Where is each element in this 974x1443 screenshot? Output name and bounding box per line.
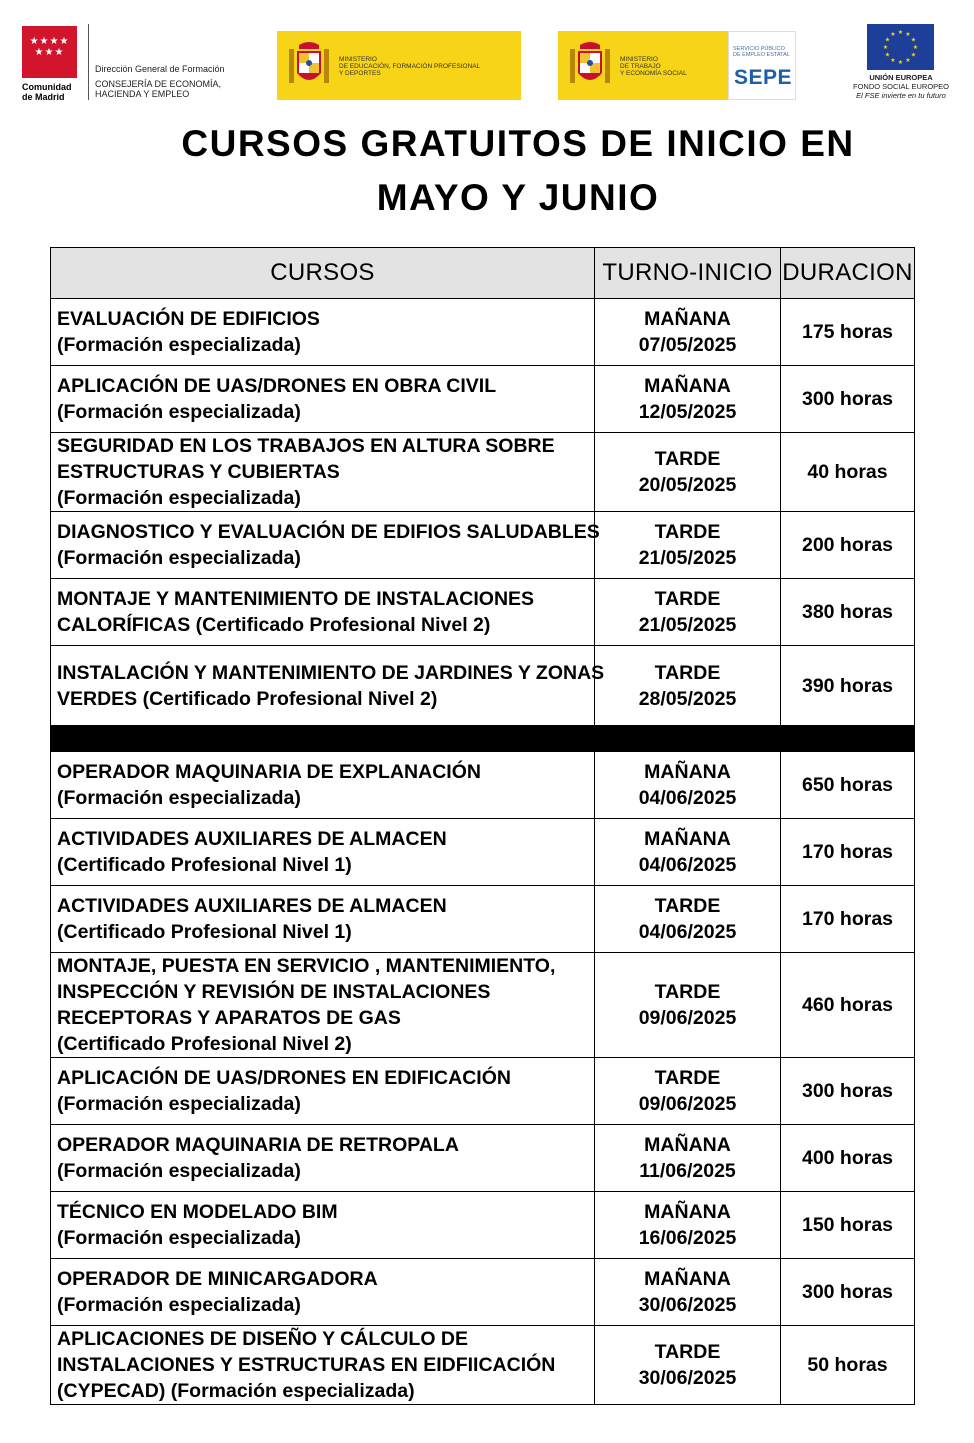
table-row [51,366,915,433]
duracion-cell: 40 horas [781,433,915,512]
course-name-cell [51,299,595,366]
course-name-cell [51,366,595,433]
course-name-line: INSPECCIÓN Y REVISIÓN DE INSTALACIONES [57,981,491,1003]
course-name-line: (Formación especializada) [57,1294,301,1316]
turno-inicio-cell [595,1259,781,1326]
start-date: 07/05/2025 [638,334,737,356]
comunidad-madrid-name: Comunidad de Madrid [22,82,72,102]
turno-label: TARDE [654,1067,721,1089]
course-name-line: (Formación especializada) [57,547,301,569]
table-row [51,646,915,726]
courses-table [50,247,914,1405]
course-name-line: (Formación especializada) [57,787,301,809]
course-name-line: (Formación especializada) [57,1227,301,1249]
start-date: 11/06/2025 [639,1160,736,1182]
duracion-cell: 400 horas [781,1125,915,1192]
course-name-cell [51,433,595,512]
turno-label: MAÑANA [644,1201,731,1223]
course-name-cell [51,579,595,646]
svg-text:★: ★ [910,51,917,59]
svg-text:★: ★ [890,31,896,38]
turno-label: TARDE [654,895,721,917]
turno-label: MAÑANA [644,761,731,783]
table-row [51,512,915,579]
turno-label: TARDE [654,588,721,610]
start-date: 12/05/2025 [638,401,737,423]
spain-coat-of-arms-icon [568,39,612,91]
course-name-cell [51,646,605,726]
svg-text:★: ★ [890,57,896,64]
turno-label: MAÑANA [644,1268,731,1290]
table-row [51,1259,915,1326]
sepe-wordmark: SEPE [734,66,793,89]
duracion-cell: 170 horas [781,819,915,886]
turno-inicio-cell [595,1125,781,1192]
turno-label: MAÑANA [644,828,731,850]
duracion-cell: 300 horas [781,1259,915,1326]
header-turno-inicio: TURNO-INICIO [595,248,781,299]
duracion-cell: 460 horas [781,953,915,1058]
start-date: 09/06/2025 [638,1007,737,1029]
course-name-line: APLICACIÓN DE UAS/DRONES EN EDIFICACIÓN [57,1067,511,1089]
table-row [51,1192,915,1259]
start-date: 30/06/2025 [638,1294,737,1316]
turno-inicio-cell [595,886,781,953]
course-name-line: DIAGNOSTICO Y EVALUACIÓN DE EDIFIOS SALUDABLES [57,521,600,543]
course-name-line: EVALUACIÓN DE EDIFICIOS [57,308,320,330]
course-name-line: (Formación especializada) [57,334,301,356]
course-name-line: INSTALACIÓN Y MANTENIMIENTO DE JARDINES Y ZONAS [57,661,605,684]
ministerio-educacion-name: MINISTERIO DE EDUCACIÓN, FORMACIÓN PROFESIONAL Y DEPORTES [339,56,481,77]
table-row [51,886,915,953]
course-name-cell [51,512,600,579]
duracion-cell: 50 horas [781,1326,915,1405]
start-date: 21/05/2025 [638,547,737,569]
start-date: 21/05/2025 [638,614,737,636]
start-date: 16/06/2025 [638,1227,737,1249]
course-name-line: RECEPTORAS Y APARATOS DE GAS [57,1007,401,1029]
svg-text:★: ★ [884,36,891,44]
course-name-line: MONTAJE, PUESTA EN SERVICIO , MANTENIMIENTO, [57,955,556,977]
stars-icon: ★★★★ ★★★ [29,36,70,58]
svg-text:★: ★ [912,44,919,51]
turno-label: TARDE [654,661,721,684]
table-row [51,433,915,512]
turno-inicio-cell [595,433,781,512]
course-name-line: (Formación especializada) [57,1093,301,1115]
turno-inicio-cell [595,1058,781,1125]
comunidad-madrid-logo [22,24,247,104]
course-name-line: TÉCNICO EN MODELADO BIM [57,1201,338,1223]
turno-inicio-cell [595,512,781,579]
turno-label: MAÑANA [644,375,731,397]
course-name-cell [51,1259,595,1326]
table-row [51,1125,915,1192]
eu-flag-icon [867,24,934,70]
duracion-cell: 380 horas [781,579,915,646]
table-row [51,752,915,819]
course-name-cell [51,752,595,819]
duracion-cell: 300 horas [781,1058,915,1125]
turno-label: TARDE [654,1341,721,1363]
turno-inicio-cell [595,953,781,1058]
duracion-cell: 175 horas [781,299,915,366]
duracion-cell: 170 horas [781,886,915,953]
turno-label: MAÑANA [644,1134,731,1156]
svg-text:★: ★ [897,29,904,36]
start-date: 04/06/2025 [638,854,737,876]
duracion-cell: 200 horas [781,512,915,579]
turno-inicio-cell [595,819,781,886]
duracion-cell: 390 horas [781,646,915,726]
turno-inicio-cell [595,579,781,646]
turno-label: TARDE [654,448,721,470]
course-name-cell [51,1125,595,1192]
course-name-cell [51,886,595,953]
logo-divider [88,24,89,100]
svg-text:★: ★ [910,36,917,44]
turno-inicio-cell [595,1326,781,1405]
turno-inicio-cell [595,366,781,433]
course-name-line: ESTRUCTURAS Y CUBIERTAS [57,461,340,483]
union-europea-text: UNIÓN EUROPEA FONDO SOCIAL EUROPEO El FSE invierte en tu futuro [853,73,949,100]
course-name-line: OPERADOR MAQUINARIA DE EXPLANACIÓN [57,761,481,783]
start-date: 04/06/2025 [638,921,737,943]
course-name-line: (Certificado Profesional Nivel 2) [57,1033,352,1055]
spain-coat-of-arms-icon [287,39,331,91]
comunidad-madrid-department: Dirección General de Formación CONSEJERÍA DE ECONOMÍA, HACIENDA Y EMPLEO [95,64,225,99]
course-name-line: APLICACIONES DE DISEÑO Y CÁLCULO DE [57,1328,468,1350]
table-header-row [51,248,915,299]
svg-text:★: ★ [905,31,911,38]
duracion-cell: 150 horas [781,1192,915,1259]
course-name-line: (Certificado Profesional Nivel 1) [57,921,352,943]
table-row [51,819,915,886]
course-name-cell [51,953,595,1058]
course-name-cell [51,1192,595,1259]
turno-inicio-cell [595,1192,781,1259]
duracion-cell: 650 horas [781,752,915,819]
svg-text:★: ★ [882,44,889,51]
ministerio-trabajo-logo [558,31,796,100]
course-name-line: (CYPECAD) (Formación especializada) [57,1380,415,1402]
start-date: 09/06/2025 [638,1093,737,1115]
month-separator [51,726,915,752]
course-name-line: OPERADOR MAQUINARIA DE RETROPALA [57,1134,459,1156]
course-name-line: CALORÍFICAS (Certificado Profesional Nivel 2) [57,614,491,636]
course-name-line: (Certificado Profesional Nivel 1) [57,854,352,876]
svg-text:★: ★ [905,57,911,64]
svg-text:★: ★ [884,51,891,59]
course-name-cell [51,1326,595,1405]
course-name-line: INSTALACIONES Y ESTRUCTURAS EN EIDFIICACIÓN [57,1354,556,1376]
course-name-line: SEGURIDAD EN LOS TRABAJOS EN ALTURA SOBRE [57,435,555,457]
course-name-line: ACTIVIDADES AUXILIARES DE ALMACEN [57,828,447,850]
ministerio-trabajo-name: MINISTERIO DE TRABAJO Y ECONOMÍA SOCIAL [620,56,687,77]
turno-label: MAÑANA [644,308,731,330]
course-name-cell [51,1058,595,1125]
start-date: 30/06/2025 [638,1367,737,1389]
turno-label: TARDE [654,521,721,543]
course-name-line: VERDES (Certificado Profesional Nivel 2) [57,687,438,710]
svg-text:★: ★ [897,59,904,66]
sepe-logo [728,31,796,100]
start-date: 04/06/2025 [638,787,737,809]
course-name-line: (Formación especializada) [57,487,301,509]
turno-label: TARDE [654,981,721,1003]
union-europea-logo [846,24,956,106]
course-name-line: OPERADOR DE MINICARGADORA [57,1268,378,1290]
sepe-subtitle: SERVICIO PÚBLICO DE EMPLEO ESTATAL [733,46,790,58]
turno-inicio-cell [595,752,781,819]
course-name-line: (Formación especializada) [57,1160,301,1182]
header-cursos: CURSOS [51,248,595,299]
header-duracion: DURACION [781,248,915,299]
table-row [51,1326,915,1405]
start-date: 28/05/2025 [638,687,737,710]
course-name-line: ACTIVIDADES AUXILIARES DE ALMACEN [57,895,447,917]
turno-inicio-cell [595,299,781,366]
turno-inicio-cell [595,646,781,726]
start-date: 20/05/2025 [638,474,737,496]
course-name-line: MONTAJE Y MANTENIMIENTO DE INSTALACIONES [57,588,535,610]
course-name-cell [51,819,595,886]
duracion-cell: 300 horas [781,366,915,433]
page-title: CURSOS GRATUITOS DE INICIO EN MAYO Y JUNIO [181,123,855,218]
table-row [51,1058,915,1125]
ministerio-educacion-logo [277,31,521,100]
table-row [51,953,915,1058]
course-name-line: (Formación especializada) [57,401,301,423]
table-row [51,299,915,366]
month-separator-row [51,726,915,752]
course-name-line: APLICACIÓN DE UAS/DRONES EN OBRA CIVIL [57,375,497,397]
table-row [51,579,915,646]
